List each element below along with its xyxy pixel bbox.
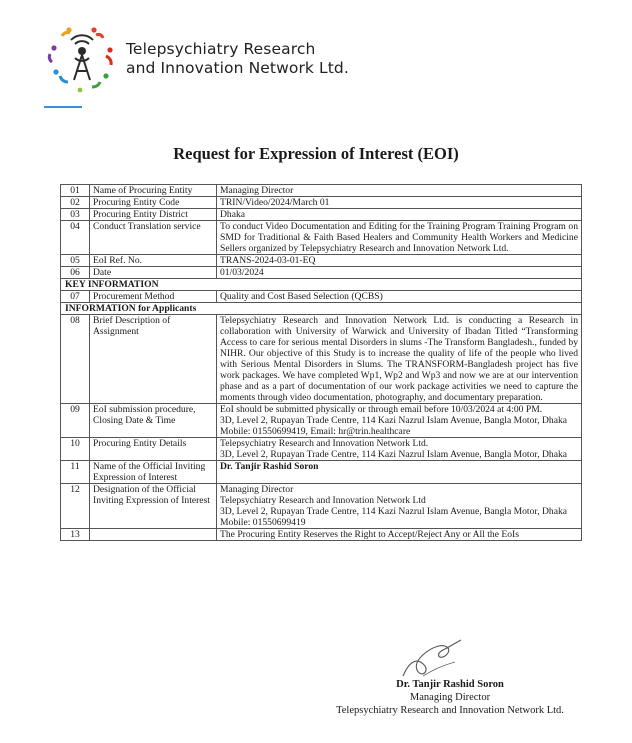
row-label: Conduct Translation service: [90, 221, 217, 255]
row-number: 08: [61, 315, 90, 404]
row-label: Procurement Method: [90, 291, 217, 303]
row-value: Dhaka: [217, 209, 582, 221]
row-value: The Procuring Entity Reserves the Right to Accept/Reject Any or All the EoIs: [217, 529, 582, 541]
row-number: 01: [61, 185, 90, 197]
table-row: [61, 404, 582, 438]
value-line: Mobile: 01550699419, Email: hr@trin.healthcare: [220, 426, 411, 437]
value-line: Managing Director: [220, 484, 294, 495]
row-number: 06: [61, 267, 90, 279]
row-value: [217, 404, 582, 438]
row-number: 13: [61, 529, 90, 541]
row-value: To conduct Video Documentation and Editing for the Training Program Training Program on SMD for Traditional & Faith Based Healers and Community Health Workers and Medicine Sellers organized by Telepsychiatry Research and Innovation Network Ltd.: [217, 221, 582, 255]
row-number: 12: [61, 484, 90, 529]
table-row: [61, 267, 582, 279]
value-line: Telepsychiatry Research and Innovation Network Ltd: [220, 495, 426, 506]
row-number: 11: [61, 461, 90, 484]
row-label: Name of Procuring Entity: [90, 185, 217, 197]
value-line: Mobile: 01550699419: [220, 517, 306, 528]
row-label: Designation of the Official Inviting Expression of Interest: [90, 484, 217, 529]
eoi-table: [60, 184, 582, 541]
table-row: [61, 484, 582, 529]
value-line: 3D, Level 2, Rupayan Trade Centre, 114 Kazi Nazrul Islam Avenue, Bangla Motor, Dhaka: [220, 506, 568, 517]
row-value: TRIN/Video/2024/March 01: [217, 197, 582, 209]
row-value: Dr. Tanjir Rashid Soron: [217, 461, 582, 484]
row-value: 01/03/2024: [217, 267, 582, 279]
signatory-organization: Telepsychiatry Research and Innovation Network Ltd.: [336, 705, 564, 716]
table-row: [61, 255, 582, 267]
row-number: 07: [61, 291, 90, 303]
row-label: Name of the Official Inviting Expression of Interest: [90, 461, 217, 484]
section-header: KEY INFORMATION: [61, 279, 582, 291]
row-value: TRANS-2024-03-01-EQ: [217, 255, 582, 267]
signatory-designation: Managing Director: [409, 692, 491, 703]
row-number: 10: [61, 438, 90, 461]
section-header-row: [61, 279, 582, 291]
signature-icon: [395, 636, 467, 682]
organization-name: [126, 40, 349, 78]
row-label: Procuring Entity Code: [90, 197, 217, 209]
table-row: [61, 197, 582, 209]
row-number: 02: [61, 197, 90, 209]
row-value: Quality and Cost Based Selection (QCBS): [217, 291, 582, 303]
table-row: [61, 315, 582, 404]
org-name-line2: and Innovation Network Ltd.: [126, 59, 349, 77]
header-accent-line: [44, 106, 82, 108]
row-label: Brief Description of Assignment: [90, 315, 217, 404]
row-number: 04: [61, 221, 90, 255]
row-label: Procuring Entity Details: [90, 438, 217, 461]
document-title: Request for Expression of Interest (EOI): [173, 144, 459, 163]
section-header-row: [61, 303, 582, 315]
value-line: 3D, Level 2, Rupayan Trade Centre, 114 Kazi Nazrul Islam Avenue, Bangla Motor, Dhaka: [220, 449, 568, 460]
org-name-line1: Telepsychiatry Research: [126, 40, 316, 58]
value-line: EoI should be submitted physically or through email before 10/03/2024 at 4:00 PM.: [220, 404, 543, 415]
signatory-name: Dr. Tanjir Rashid Soron: [396, 679, 504, 690]
row-label: Date: [90, 267, 217, 279]
row-label: Procuring Entity District: [90, 209, 217, 221]
row-number: 09: [61, 404, 90, 438]
table-row: [61, 461, 582, 484]
signature-block: [260, 678, 632, 717]
row-value: Telepsychiatry Research and Innovation Network Ltd. is conducting a Research in collaboration with University of Warwick and University of Ibadan Titled “Transforming Access to care for serious mental Disorders in slums -The Transform Bangladesh., funded by NIHR. Our objective of this Study is to increase the quality of life of the people who lived with Serious Mental Disorders in Slums. The TRANSFORM-Bangladesh project has five work packages. We have completed Wp1, Wp2 and Wp3 and now we are at our intervention phase and as a part of documentation of our work package activities we need to capture the moments through video documentation, photography, and documentary preparation.: [217, 315, 582, 404]
row-label: EoI Ref. No.: [90, 255, 217, 267]
row-label: [90, 529, 217, 541]
table-row: [61, 209, 582, 221]
table-row: [61, 221, 582, 255]
row-number: 03: [61, 209, 90, 221]
table-row: [61, 529, 582, 541]
row-label: EoI submission procedure, Closing Date & Time: [90, 404, 217, 438]
row-value: [217, 484, 582, 529]
row-value: Managing Director: [217, 185, 582, 197]
table-row: [61, 185, 582, 197]
section-header: INFORMATION for Applicants: [61, 303, 582, 315]
table-row: [61, 438, 582, 461]
table-row: [61, 291, 582, 303]
value-line: 3D, Level 2, Rupayan Trade Centre, 114 Kazi Nazrul Islam Avenue, Bangla Motor, Dhaka: [220, 415, 568, 426]
row-number: 05: [61, 255, 90, 267]
row-value: [217, 438, 582, 461]
value-line: Telepsychiatry Research and Innovation Network Ltd.: [220, 438, 429, 449]
trin-logo-icon: [44, 24, 120, 94]
